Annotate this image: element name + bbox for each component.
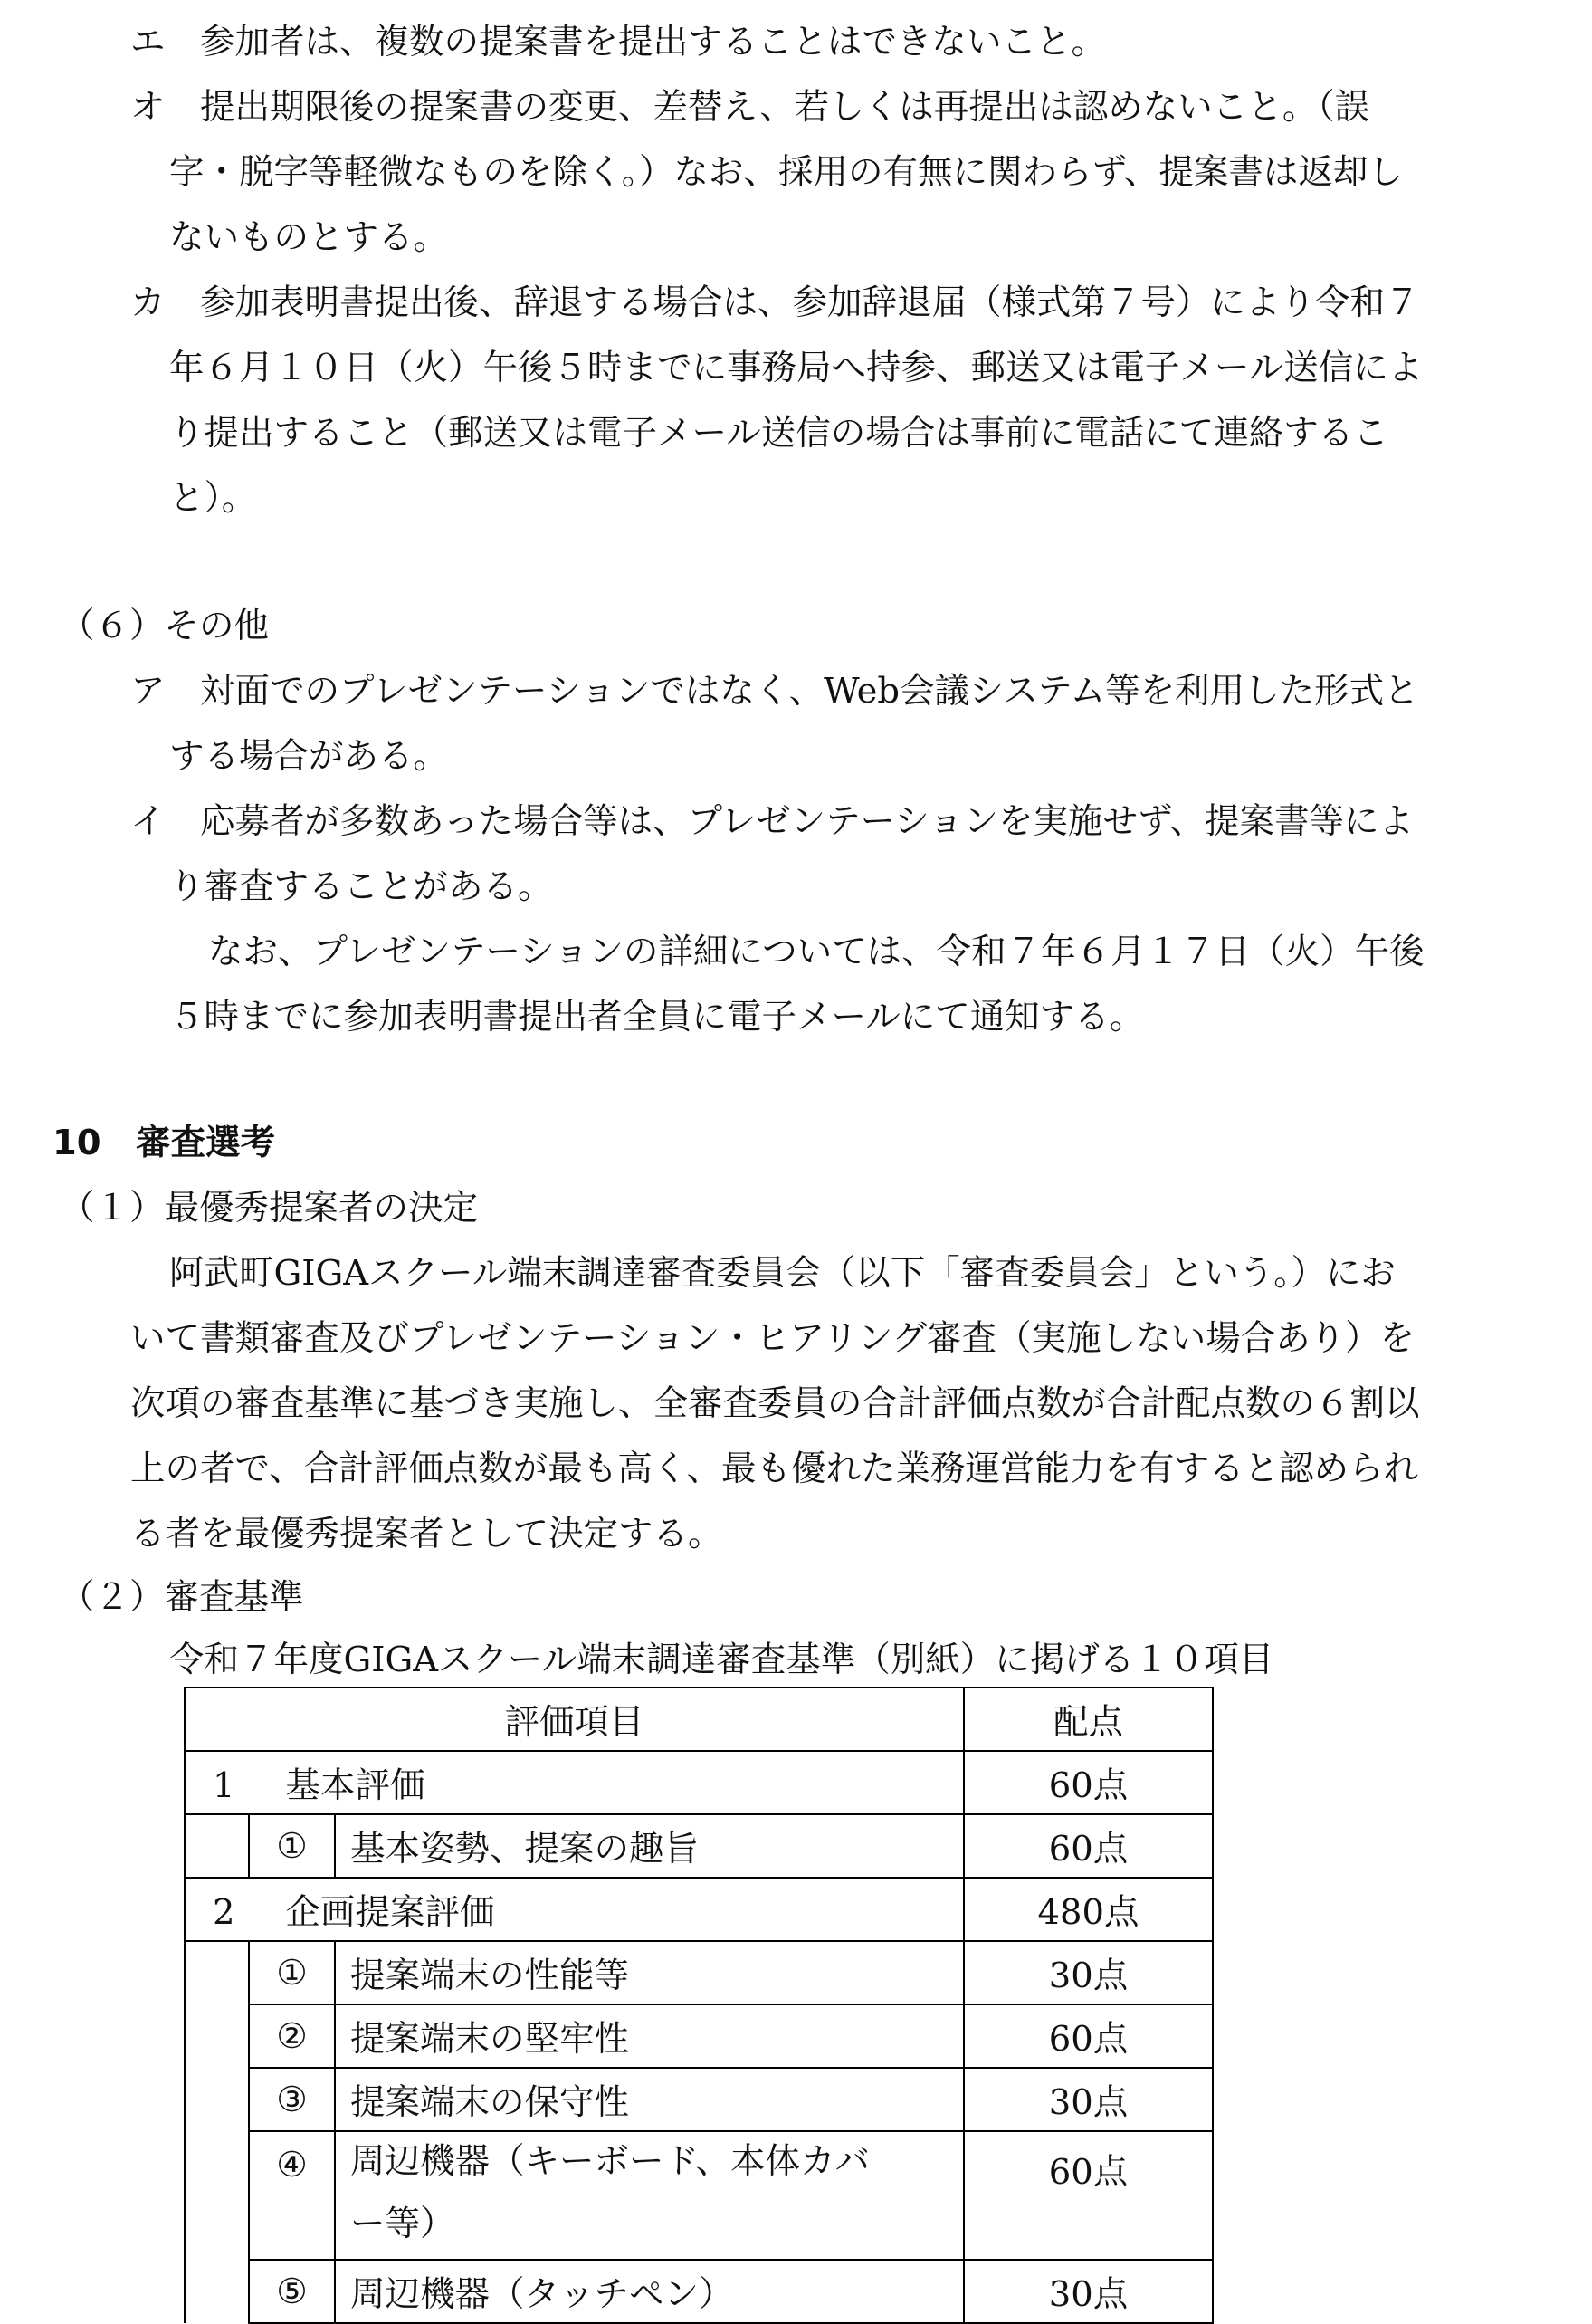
header-item: 評価項目 xyxy=(185,1688,964,1751)
table-row xyxy=(185,1751,1213,1814)
item-e: エ 参加者は、複数の提案書を提出することはできないこと。 xyxy=(130,22,1107,62)
header-points: 配点 xyxy=(964,1688,1213,1751)
item-ka-line2: 年６月１０日（火）午後５時までに事務局へ持参、郵送又は電子メール送信によ xyxy=(169,348,1424,388)
row-mark: ⑤ xyxy=(249,2260,335,2323)
table-row xyxy=(185,2004,1213,2068)
row-label-line1: 周辺機器（キーボード、本体カバ xyxy=(350,2141,871,2182)
row-points: 30点 xyxy=(964,2260,1213,2323)
row-label: 基本姿勢、提案の趣旨 xyxy=(335,1814,964,1878)
sub1-heading: （１）最優秀提案者の決定 xyxy=(60,1188,479,1229)
row-mark: ① xyxy=(249,1814,335,1878)
group-2-points: 480点 xyxy=(964,1878,1213,1941)
sub6-item-i-line2: り審査することがある。 xyxy=(169,866,553,907)
indent-cell xyxy=(185,1941,249,2323)
item-o-line1: オ 提出期限後の提案書の変更、差替え、若しくは再提出は認めないこと。（誤 xyxy=(130,87,1370,128)
group-2-label-cell xyxy=(185,1878,964,1941)
group-1-label: 基本評価 xyxy=(285,1765,425,1806)
item-o-line3: ないものとする。 xyxy=(169,217,449,258)
criteria-table xyxy=(184,1687,1214,2324)
item-ka-line3: り提出すること（郵送又は電子メール送信の場合は事前に電話にて連絡するこ xyxy=(169,413,1388,454)
row-points: 30点 xyxy=(964,1941,1213,2004)
sub1-body-line1: 阿武町GIGAスクール端末調達審査委員会（以下「審査委員会」という。）にお xyxy=(169,1253,1397,1294)
sub1-body-line4: 上の者で、合計評価点数が最も高く、最も優れた業務運営能力を有すると認められ xyxy=(130,1449,1418,1489)
row-points: 30点 xyxy=(964,2068,1213,2131)
table-row xyxy=(185,2260,1213,2323)
group-2-label: 企画提案評価 xyxy=(285,1891,495,1933)
item-ka-line1: カ 参加表明書提出後、辞退する場合は、参加辞退届（様式第７号）により令和７ xyxy=(130,282,1420,323)
group-1-points: 60点 xyxy=(964,1751,1213,1814)
sub2-intro: 令和７年度GIGAスクール端末調達審査基準（別紙）に掲げる１０項目 xyxy=(169,1640,1274,1680)
sub6-note-line2: ５時までに参加表明書提出者全員に電子メールにて通知する。 xyxy=(169,997,1145,1038)
sub6-note-line1: なお、プレゼンテーションの詳細については、令和７年６月１７日（火）午後 xyxy=(208,932,1425,972)
row-label: 提案端末の性能等 xyxy=(335,1941,964,2004)
table-header-row xyxy=(185,1688,1213,1751)
sub6-item-a-line2: する場合がある。 xyxy=(169,736,449,777)
table-row xyxy=(185,2068,1213,2131)
row-label xyxy=(335,2131,964,2260)
table-row xyxy=(185,2131,1213,2260)
table-row xyxy=(185,1878,1213,1941)
section10-heading: 10 審査選考 xyxy=(52,1123,276,1163)
sub1-body-line5: る者を最優秀提案者として決定する。 xyxy=(130,1514,723,1554)
row-label-line2: ー等） xyxy=(350,2203,455,2244)
sub6-item-a-line1: ア 対面でのプレゼンテーションではなく、Web会議システム等を利用した形式と xyxy=(130,671,1419,712)
row-label: 提案端末の保守性 xyxy=(335,2068,964,2131)
row-points: 60点 xyxy=(964,1814,1213,1878)
sub1-body-line3: 次項の審査基準に基づき実施し、全審査委員の合計評価点数が合計配点数の６割以 xyxy=(130,1383,1420,1424)
sub2-heading: （２）審査基準 xyxy=(60,1577,304,1618)
group-1-label-cell xyxy=(185,1751,964,1814)
sub6-item-i-line1: イ 応募者が多数あった場合等は、プレゼンテーションを実施せず、提案書等によ xyxy=(130,801,1414,842)
row-mark: ② xyxy=(249,2004,335,2068)
row-points: 60点 xyxy=(964,2131,1213,2260)
item-ka-line4: と）。 xyxy=(169,478,257,519)
indent-cell xyxy=(185,1814,249,1878)
group-1-no: 1 xyxy=(213,1765,235,1806)
row-label: 提案端末の堅牢性 xyxy=(335,2004,964,2068)
row-points: 60点 xyxy=(964,2004,1213,2068)
item-o-line2: 字・脱字等軽微なものを除く。）なお、採用の有無に関わらず、提案書は返却し xyxy=(169,152,1403,193)
sub6-heading: （６）その他 xyxy=(60,606,270,646)
group-2-no: 2 xyxy=(213,1891,235,1933)
row-mark: ① xyxy=(249,1941,335,2004)
row-mark: ③ xyxy=(249,2068,335,2131)
table-row xyxy=(185,1814,1213,1878)
row-label: 周辺機器（タッチペン） xyxy=(335,2260,964,2323)
table-row xyxy=(185,1941,1213,2004)
sub1-body-line2: いて書類審査及びプレゼンテーション・ヒアリング審査（実施しない場合あり）を xyxy=(130,1318,1416,1359)
row-mark: ④ xyxy=(249,2131,335,2260)
